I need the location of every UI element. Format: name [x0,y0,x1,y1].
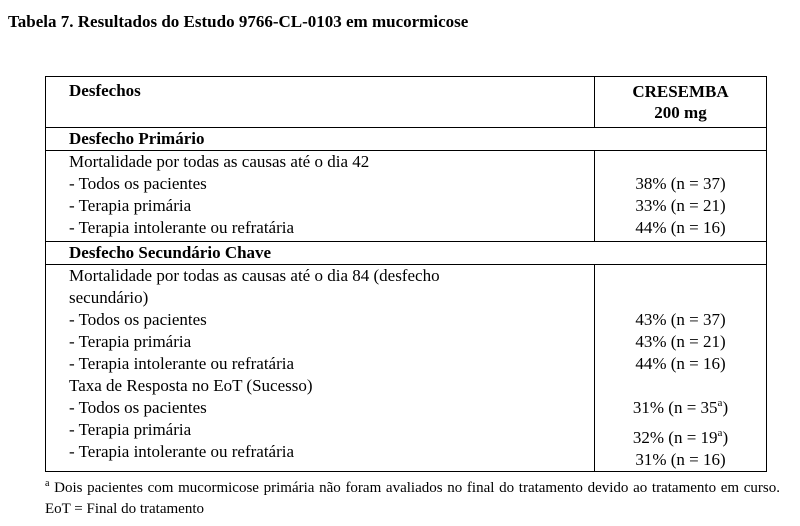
response-value-text: 32% (n = 19 [632,428,718,447]
response-value-close: ) [722,398,729,417]
footnote-marker: a [45,478,50,489]
primary-row-value: 44% (n = 16) [635,218,726,237]
response-row-value [595,397,766,419]
response-row-value [595,427,766,449]
footnote-marker: a [717,397,723,409]
header-drug-dose: 200 mg [654,103,707,122]
section-row-primary [46,128,767,151]
secondary-labels [46,265,595,472]
primary-row-label: - Terapia primária [69,196,192,215]
primary-data-row [46,151,767,242]
response-row-value: 31% (n = 16) [635,450,726,469]
secondary-data-row [46,265,767,472]
section-primary-label: Desfecho Primário [46,128,767,151]
primary-metric: Mortalidade por todas as causas até o dia 42 [69,152,370,171]
response-metric: Taxa de Resposta no EoT (Sucesso) [69,376,313,395]
response-value-text: 31% (n = 35 [632,398,718,417]
header-outcomes: Desfechos [46,77,595,128]
footnote [45,478,780,520]
table-title: Tabela 7. Resultados do Estudo 9766-CL-0103 em mucormicose [8,12,469,31]
secondary-row-label: - Terapia primária [69,332,192,351]
header-drug [595,77,767,128]
secondary-metric: Mortalidade por todas as causas até o dia 84 (desfecho [69,266,440,285]
response-value-close: ) [722,428,729,447]
secondary-row-label: - Terapia intolerante ou refratária [69,354,295,373]
spacer [595,375,766,397]
response-row-label: - Terapia intolerante ou refratária [69,442,295,461]
footnote-marker: a [717,427,723,439]
primary-row-value: 33% (n = 21) [635,196,726,215]
footnote-text: Dois pacientes com mucormicose primária não foram avaliados no final do tratamento devido ao tratamento em curso. EoT = Final do tratamento [45,480,780,517]
table-header-row [46,77,767,128]
header-drug-name: CRESEMBA [632,82,729,101]
primary-row-value: 38% (n = 37) [635,174,726,193]
secondary-row-value: 43% (n = 21) [635,332,726,351]
section-secondary-label: Desfecho Secundário Chave [46,242,767,265]
secondary-row-value: 43% (n = 37) [635,310,726,329]
secondary-row-value: 44% (n = 16) [635,354,726,373]
primary-values [595,151,767,242]
response-row-label: - Terapia primária [69,420,192,439]
section-row-secondary [46,242,767,265]
primary-labels [46,151,595,242]
secondary-row-label: - Todos os pacientes [69,310,207,329]
results-table [45,76,767,472]
response-row-label: - Todos os pacientes [69,398,207,417]
primary-row-label: - Todos os pacientes [69,174,207,193]
secondary-values [595,265,767,472]
secondary-metric-cont: secundário) [69,288,149,307]
primary-row-label: - Terapia intolerante ou refratária [69,218,295,237]
